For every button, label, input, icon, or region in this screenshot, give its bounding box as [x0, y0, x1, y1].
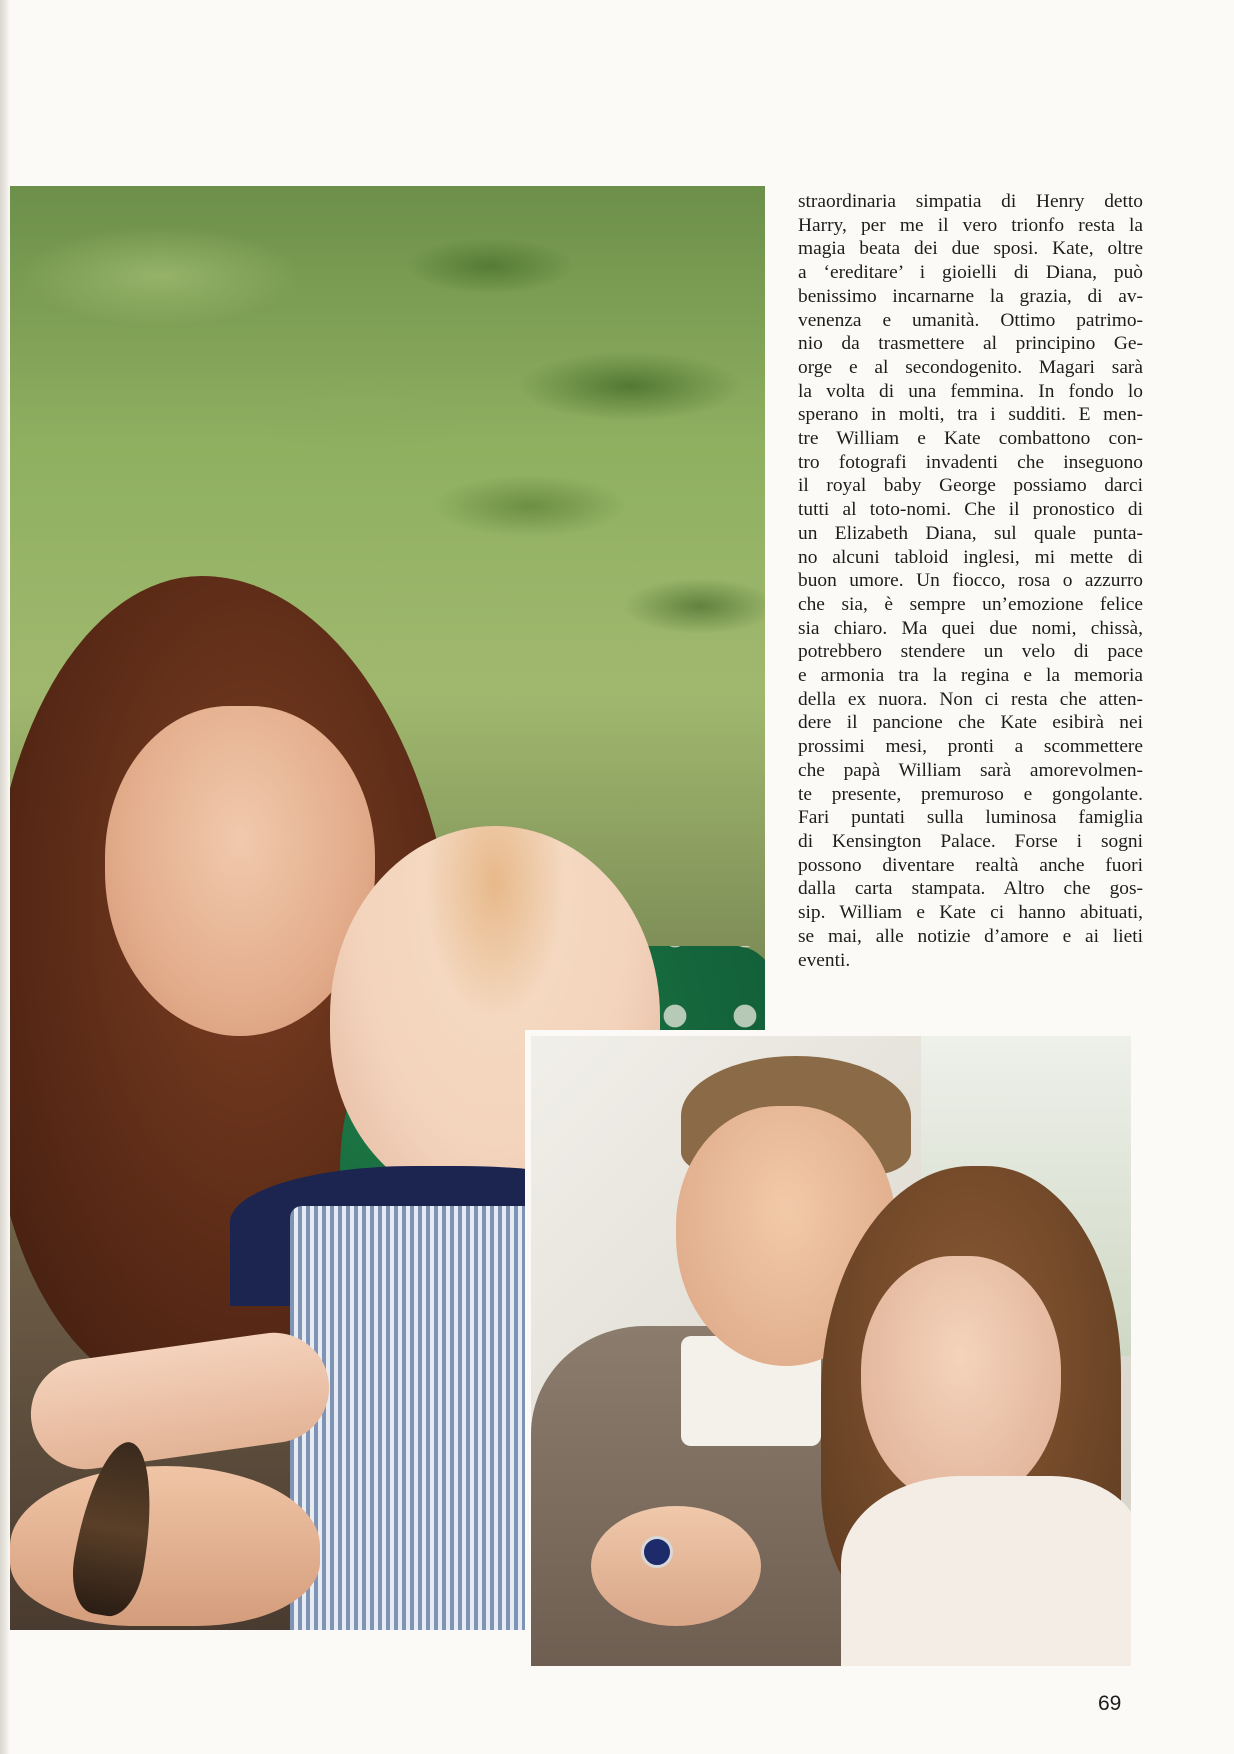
article-line: il royal baby George possiamo darci	[798, 475, 1143, 497]
photo-couple-portrait	[525, 1030, 1137, 1672]
article-line: se mai, alle notizie d’amore e ai lieti	[798, 925, 1143, 947]
article-line: tro fotografi invadenti che inseguono	[798, 451, 1143, 473]
article-line: di Kensington Palace. Forse i sogni	[798, 830, 1143, 852]
article-line: un Elizabeth Diana, sul quale punta-	[798, 522, 1143, 544]
article-line: nio da trasmettere al principino Ge-	[798, 333, 1143, 355]
baby-striped-overalls	[290, 1206, 540, 1630]
article-line: sperano in molti, tra i sudditi. E men-	[798, 404, 1143, 426]
article-line: prossimi mesi, pronti a scommettere	[798, 736, 1143, 758]
article-line: possono diventare realtà anche fuori	[798, 854, 1143, 876]
page-number: 69	[1098, 1692, 1122, 1715]
article-line: sia chiaro. Ma quei due nomi, chissà,	[798, 617, 1143, 639]
article-line: eventi.	[798, 949, 851, 971]
article-line: tre William e Kate combattono con-	[798, 428, 1143, 450]
article-line: Harry, per me il vero trionfo resta la	[798, 214, 1143, 236]
article-line: tutti al toto-nomi. Che il pronostico di	[798, 499, 1143, 521]
article-line: benissimo incarnarne la grazia, di av-	[798, 285, 1143, 307]
article-line: che sia, è sempre un’emozione felice	[798, 593, 1143, 615]
article-line: a ‘ereditare’ i gioielli di Diana, può	[798, 262, 1143, 284]
article-line: dalla carta stampata. Altro che gos-	[798, 878, 1143, 900]
article-line: e armonia tra la regina e la memoria	[798, 665, 1143, 687]
article-line: straordinaria simpatia di Henry detto	[798, 191, 1143, 212]
article-line: dere il pancione che Kate esibirà nei	[798, 712, 1143, 734]
article-line: orge e al secondogenito. Magari sarà	[798, 356, 1143, 378]
adult-hand	[10, 1466, 320, 1626]
woman-sweater	[841, 1476, 1137, 1672]
page-binding-edge	[0, 0, 10, 1754]
article-line: buon umore. Un fiocco, rosa o azzurro	[798, 570, 1143, 592]
article-line: potrebbero stendere un velo di pace	[798, 641, 1143, 663]
article-line: te presente, premuroso e gongolante.	[798, 783, 1143, 805]
woman-hand	[591, 1506, 761, 1626]
article-line: sip. William e Kate ci hanno abituati,	[798, 902, 1143, 924]
article-line: della ex nuora. Non ci resta che atten-	[798, 688, 1143, 710]
article-line: venenza e umanità. Ottimo patrimo-	[798, 309, 1143, 331]
article-line: la volta di una femmina. In fondo lo	[798, 380, 1143, 402]
article-line: no alcuni tabloid inglesi, mi mette di	[798, 546, 1143, 568]
article-line: Fari puntati sulla luminosa famiglia	[798, 807, 1143, 829]
woman-face	[861, 1256, 1061, 1506]
article-text-column	[798, 190, 1143, 972]
article-line: che papà William sarà amorevolmen-	[798, 759, 1143, 781]
article-line: magia beata dei due sposi. Kate, oltre	[798, 238, 1143, 260]
sapphire-ring	[641, 1536, 673, 1568]
